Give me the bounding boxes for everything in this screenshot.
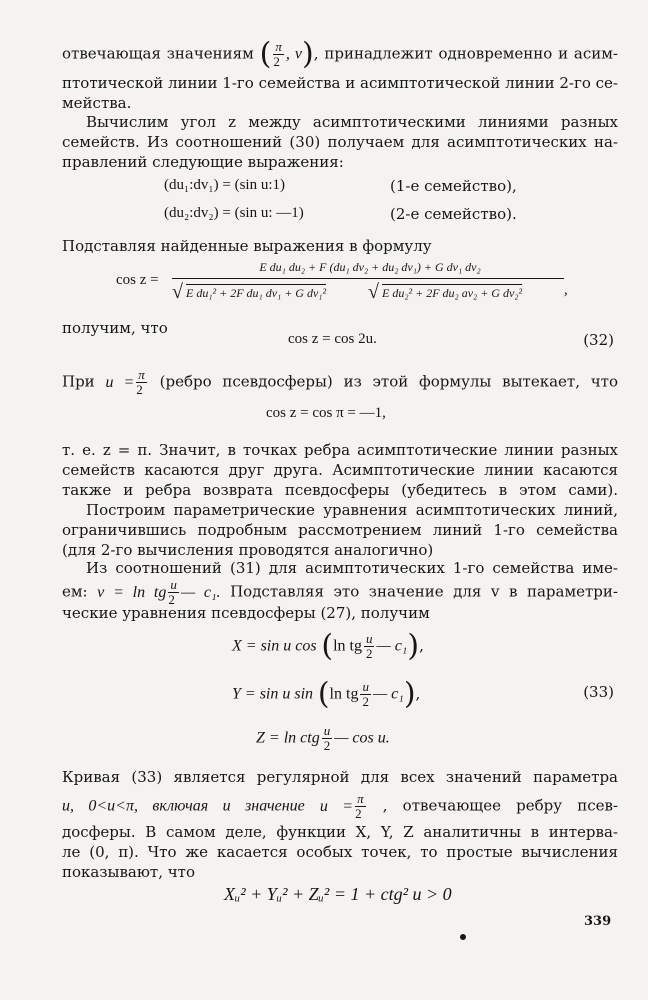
x-lhs: X = sin u cos bbox=[232, 637, 317, 655]
paragraph1-line2: птотической линии 1-го семейства и асимптотической линии 2-го се- bbox=[62, 74, 618, 92]
paragraph9-line5: показывают, что bbox=[62, 863, 195, 881]
z-tail: — cos u. bbox=[334, 729, 390, 747]
direction-note2: (2-е семейство). bbox=[390, 205, 517, 223]
cos-formula-tail: , bbox=[564, 282, 568, 298]
fraction-bar bbox=[172, 278, 564, 279]
p8-c1: — c₁. bbox=[180, 583, 221, 601]
direction-note1: (1-е семейство), bbox=[390, 177, 517, 195]
direction-eq1: (du₁:dv₁) = (sin u:1) bbox=[164, 177, 285, 193]
paragraph2-line2: семейств. Из соотношений (30) получаем для асимптотических на- bbox=[62, 133, 618, 151]
p5-pi: π bbox=[138, 367, 145, 382]
y-lhs: Y = sin u sin bbox=[232, 685, 314, 703]
x-tail: — c₁ bbox=[376, 637, 408, 655]
cos-formula-lhs: cos z = bbox=[116, 272, 159, 288]
formula-32: cos z = cos 2u. bbox=[288, 331, 377, 347]
system-z: Z = ln ctg $\frac{u}{2}$ — cos u. bbox=[256, 723, 390, 753]
p9-u-equals: u = bbox=[319, 797, 354, 815]
p8-v-expr: v = ln tg bbox=[97, 583, 167, 601]
p5-two: 2 bbox=[136, 382, 143, 397]
paragraph6-line3: также и ребра возврата псевдосферы (убедитесь в этом сами). bbox=[62, 481, 618, 499]
paragraph9-line3: досферы. В самом деле, функции X, Y, Z аналитичны в интерва- bbox=[62, 823, 618, 841]
sqrt-sign-2: √ bbox=[368, 281, 379, 303]
y-tail: — c₁ bbox=[372, 685, 404, 703]
paragraph2-line1: Вычислим угол z между асимптотическими линиями разных bbox=[86, 113, 618, 131]
page-number: 339 bbox=[584, 914, 612, 929]
ink-mark bbox=[460, 934, 466, 940]
paragraph9-line1: Кривая (33) является регулярной для всех значений параметра bbox=[62, 768, 618, 786]
formula-cos-pi: cos z = cos π = —1, bbox=[266, 405, 386, 421]
p5-rest: (ребро псевдосферы) из этой формулы вытекает, что bbox=[159, 372, 618, 391]
paragraph6-line2: семейств касаются друг друга. Асимптотические линии касаются bbox=[62, 461, 618, 479]
paragraph6-line1: т. е. z = π. Значит, в точках ребра асимптотические линии разных bbox=[62, 441, 618, 459]
paragraph1-line3: мейства. bbox=[62, 94, 132, 112]
paragraph9-line2: u, 0<u<π, включая и значение u = $\frac{\pi}{2}$ , отвечающее ребру псев- bbox=[62, 791, 618, 821]
cos-formula-den1: E du₁² + 2F du₁ dv₁ + G dv₁² bbox=[186, 286, 327, 300]
p8-rest: Подставляя это значение для v в параметри- bbox=[230, 582, 618, 601]
paragraph8-line1: Из соотношений (31) для асимптотических 1-го семейства име- bbox=[86, 559, 618, 577]
paragraph7-line3: (для 2-го вычисления проводятся аналогично) bbox=[62, 541, 434, 559]
y-inner: ln tg bbox=[329, 685, 359, 703]
paragraph8-line2: ем: v = ln tg $\frac{u}{2}$ — c₁. Подставляя это значение для v в параметри- bbox=[62, 577, 618, 607]
final-inequality: Xᵤ² + Yᵤ² + Zᵤ² = 1 + ctg² u > 0 bbox=[224, 884, 452, 904]
paragraph7-line1: Построим параметрические уравнения асимптотических линий, bbox=[86, 501, 618, 519]
p1-text-a: отвечающая значениям bbox=[62, 44, 254, 63]
paragraph1-line1: отвечающая значениям ( $\frac{\pi}{2}$ , v), принадлежит одновременно и асим- bbox=[62, 36, 618, 72]
p5-u-equals: u = bbox=[105, 373, 135, 391]
p9-range: u, 0<u<π, включая и значение bbox=[62, 797, 305, 815]
x-inner: ln tg bbox=[333, 637, 362, 655]
equation-number-32: (32) bbox=[583, 331, 614, 349]
z-lhs: Z = ln ctg bbox=[256, 729, 320, 747]
system-x: X = sin u cos (ln tg $\frac{u}{2}$ — c₁), bbox=[232, 628, 424, 664]
p1-text-b: принадлежит одновременно и асим- bbox=[324, 44, 618, 63]
paragraph4: получим, что bbox=[62, 319, 168, 337]
cos-formula-den2: E du₂² + 2F du₂ av₂ + G dv₂² bbox=[382, 286, 523, 300]
direction-eq2: (du₂:dv₂) = (sin u: —1) bbox=[164, 205, 304, 221]
paragraph7-line2: ограничившись подробным рассмотрением линий 1-го семейства bbox=[62, 521, 618, 539]
p8-em: ем: bbox=[62, 582, 88, 601]
paragraph8-line3: ческие уравнения псевдосферы (27), получим bbox=[62, 604, 430, 622]
p5-word: При bbox=[62, 372, 95, 391]
p9-rest: , отвечающее ребру псев- bbox=[382, 796, 618, 815]
paragraph5-line bbox=[62, 368, 618, 397]
system-y: Y = sin u sin (ln tg $\frac{u}{2}$ — c₁), bbox=[232, 676, 421, 712]
equation-number-33: (33) bbox=[583, 683, 614, 701]
cos-formula-numerator: E du₁ du₂ + F (du₁ dv₂ + du₂ dv₁) + G dv₁ dv₂ bbox=[259, 260, 481, 274]
paragraph2-line3: правлений следующие выражения: bbox=[62, 153, 344, 171]
paragraph9-line4: ле (0, π). Что же касается особых точек, то простые вычисления bbox=[62, 843, 618, 861]
paragraph3: Подставляя найденные выражения в формулу bbox=[62, 237, 432, 255]
sqrt-sign-1: √ bbox=[172, 281, 183, 303]
